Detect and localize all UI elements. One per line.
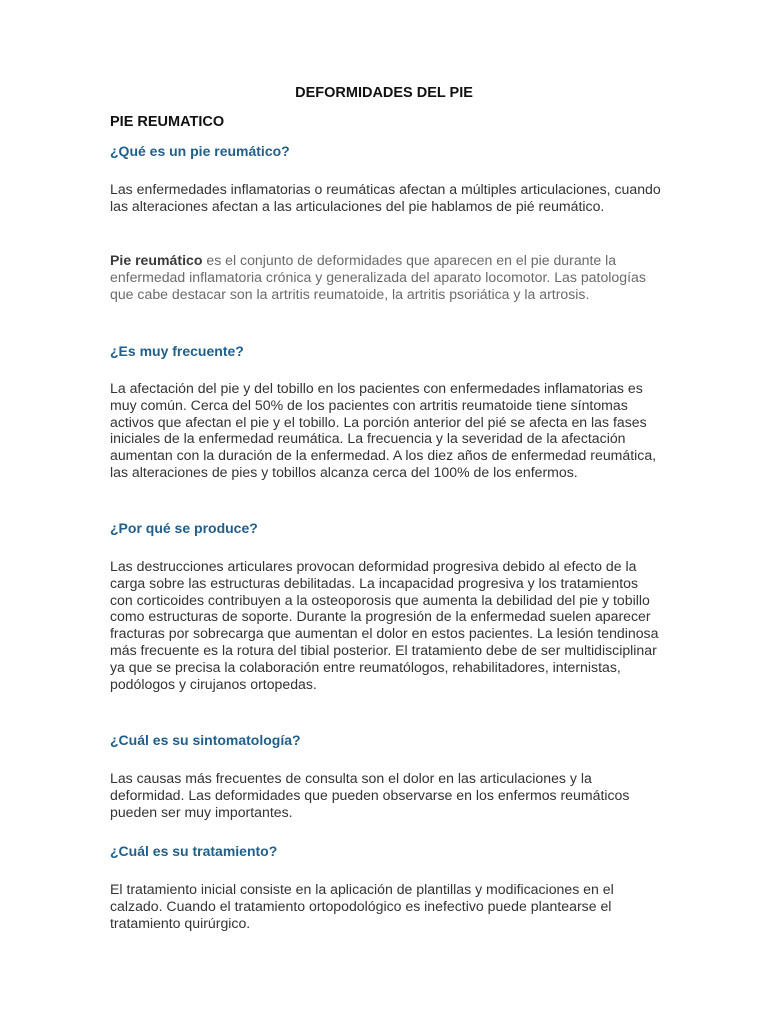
question-heading-cause: ¿Por qué se produce? — [110, 520, 258, 536]
paragraph-treatment: El tratamiento inicial consiste en la aplicación de plantillas y modificaciones en el calzado. Cuando el tratamiento ortopodológico es inefectivo puede plantearse el tratamiento quirúrgico. — [110, 881, 614, 931]
definition-text: es el conjunto de deformidades que aparecen en el pie durante la enfermedad inflamatoria crónica y generalizada del aparato locomotor. Las patologías que cabe destacar son la artritis reumatoide, la artritis psoriática y la artrosis. — [110, 252, 646, 302]
document-title: DEFORMIDADES DEL PIE — [295, 85, 473, 101]
section-title: PIE REUMATICO — [110, 114, 225, 130]
question-heading-what: ¿Qué es un pie reumático? — [110, 143, 290, 159]
question-heading-treatment: ¿Cuál es su tratamiento? — [110, 843, 278, 859]
question-heading-frequency: ¿Es muy frecuente? — [110, 343, 244, 359]
definition-bold-lead: Pie reumático — [110, 252, 203, 268]
paragraph-frequency: La afectación del pie y del tobillo en los pacientes con enfermedades inflamatorias es muy común. Cerca del 50% de los pacientes con artritis reumatoide tiene síntomas activos que afectan el pie y el tobillo. La porción anterior del pié se afecta en las fases iniciales de la enfermedad reumática. La frecuencia y la severidad de la afectación aumentan con la duración de la enfermedad. A los diez años de enfermedad reumática, las alteraciones de pies y tobillos alcanza cerca del 100% de los enfermos. — [110, 380, 657, 480]
paragraph-symptoms: Las causas más frecuentes de consulta son el dolor en las articulaciones y la deformidad. Las deformidades que pueden observarse en los enfermos reumáticos pueden ser muy importantes. — [110, 770, 630, 820]
question-heading-symptoms: ¿Cuál es su sintomatología? — [110, 732, 301, 748]
paragraph-what: Las enfermedades inflamatorias o reumáticas afectan a múltiples articulaciones, cuando las alteraciones afectan a las articulaciones del pie hablamos de pié reumático. — [110, 181, 661, 214]
paragraph-definition — [110, 252, 662, 302]
paragraph-cause: Las destrucciones articulares provocan deformidad progresiva debido al efecto de la carga sobre las estructuras debilitadas. La incapacidad progresiva y los tratamientos con corticoides contribuyen a la osteoporosis que aumenta la debilidad del pie y tobillo como estructuras de soporte. Durante la progresión de la enfermedad suelen aparecer fracturas por sobrecarga que aumentan el dolor en estos pacientes. La lesión tendinosa más frecuente es la rotura del tibial posterior. El tratamiento debe de ser multidisciplinar ya que se precisa la colaboración entre reumatólogos, rehabilitadores, internistas, podólogos y cirujanos ortopedas. — [110, 558, 659, 692]
